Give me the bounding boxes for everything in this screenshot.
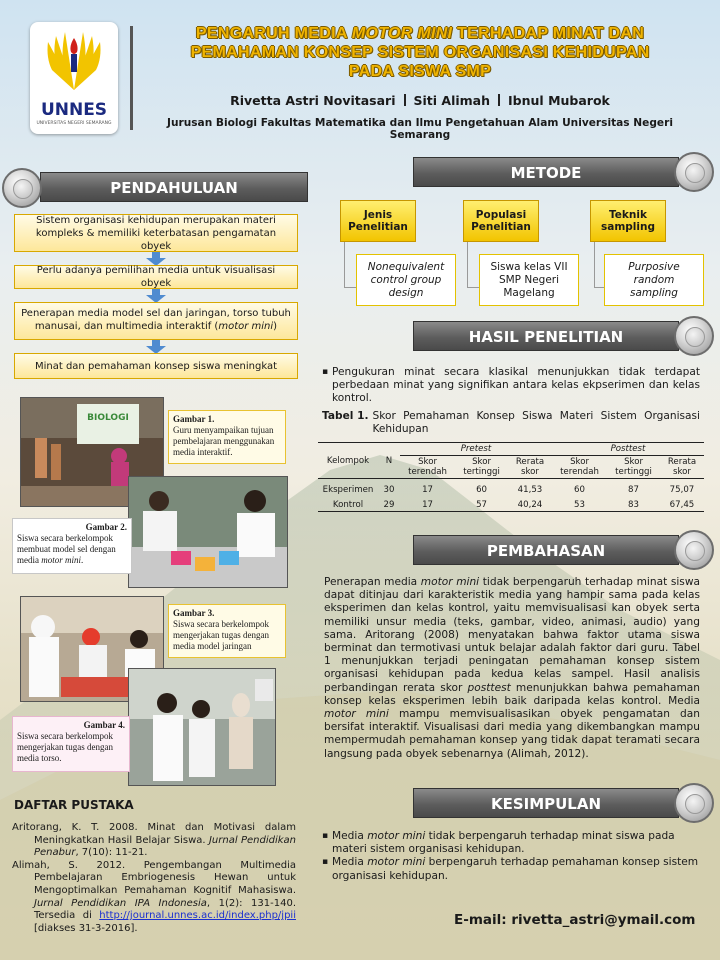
cell: Eksperimen — [322, 485, 374, 495]
caption-text: Siswa secara berkelompok mengerjakan tugas dengan media torso. — [17, 731, 113, 763]
heading-metode: METODE — [413, 157, 679, 187]
caption-italic-text: motor mini — [41, 555, 82, 565]
th-kelompok: Kelompok — [326, 455, 370, 466]
author-separator — [404, 94, 406, 106]
cell: 67,45 — [669, 500, 695, 510]
reference-2 — [12, 860, 296, 936]
cell: 17 — [422, 500, 434, 510]
body-italic-text: motor mini — [367, 856, 426, 869]
th-sub: Skor terendah — [408, 457, 447, 477]
cell: 17 — [422, 485, 434, 495]
caption-gambar-1 — [168, 410, 286, 464]
unnes-emblem-icon — [38, 28, 110, 100]
th-sub: Skor terendah — [560, 457, 599, 477]
table-caption-label: Tabel 1. — [322, 410, 369, 422]
th-sub: Rerata skor — [515, 457, 545, 477]
ref-text: , 1(2): 131-140. Tersedia di — [34, 897, 296, 922]
contact-email: E-mail: rivetta_astri@ymail.com — [454, 912, 696, 928]
score-table — [318, 442, 704, 512]
flow-box-2: Perlu adanya pemilihan media untuk visualisasi obyek — [14, 265, 298, 289]
unnes-logo — [30, 22, 118, 134]
caption-gambar-3 — [168, 604, 286, 658]
body-italic-text: posttest — [467, 681, 511, 694]
body-text: tidak berpengaruh terhadap minat siswa pada materi sistem organisasi kehidupan. — [332, 830, 675, 856]
metode-head-jenis: Jenis Penelitian — [340, 200, 416, 242]
flow-text: ) — [273, 321, 278, 332]
caption-title: Gambar 1. — [173, 414, 215, 424]
caption-title: Gambar 3. — [173, 608, 215, 618]
body-text: Penerapan media — [324, 576, 421, 588]
ref-link[interactable]: http://journal.unnes.ac.id/index.php/jpii — [99, 910, 296, 922]
caption-title: Gambar 4. — [83, 720, 125, 730]
cell: 57 — [476, 500, 488, 510]
authors — [150, 93, 690, 108]
metode-body-jenis: Nonequivalent control group design — [356, 254, 456, 306]
title-line-1 — [150, 24, 690, 43]
title-line-3: PADA SISWA SMP — [348, 63, 492, 80]
flow-italic-text: motor mini — [218, 321, 274, 332]
table-row — [318, 479, 704, 497]
photo-2 — [128, 476, 288, 588]
hasil-bullet: ▪ Pengukuran minat secara klasikal menunjukkan tidak terdapat perbedaan minat yang signifikan antara kelas ekpserimen dan kelas kontrol. — [322, 366, 700, 406]
th-n: N — [385, 455, 393, 466]
body-text: tidak berpengaruh terhadap minat siswa dapat ditinjau dari karakteristik media yang hampir sama pada kelas eksperimen dan kelas kontrol, yaitu memvisualisasi kan obyek serta memiliki unsur media (teks, gambar, video, animasi, audio) yang sama. Aritorang (2008) menyatakan bahwa faktor utama siswa berminat dan termotivasi untuk belajar adalah faktor dari guru. Tabel 1 menunjukkan terjadi peningatan pemahaman konsep sistem organisasi kehidupan pada kedua kelas sampel. Hasil analisis perbandingan rerata skor — [324, 576, 700, 694]
photo-2-image — [129, 477, 288, 588]
flow-box-1: Sistem organisasi kehidupan merupakan materi kompleks & memiliki keterbatasan pengamatan obyek — [14, 214, 298, 252]
logo-wordmark: UNNES — [40, 100, 108, 120]
heading-pembahasan: PEMBAHASAN — [413, 535, 679, 565]
title-italic-text: MOTOR MINI — [351, 25, 453, 42]
author-1: Rivetta Astri Novitasari — [230, 93, 396, 108]
caption-text: Siswa secara berkelompok mengerjakan tugas dengan media model jaringan — [173, 619, 269, 651]
arrow-down-icon — [146, 340, 166, 354]
logo-subtext: UNIVERSITAS NEGERI SEMARANG — [36, 121, 112, 126]
table-row — [318, 496, 704, 512]
cell: 40,24 — [517, 500, 543, 510]
author-2: Siti Alimah — [413, 93, 491, 108]
cell: 30 — [383, 485, 395, 495]
body-italic-text: motor mini — [420, 576, 480, 588]
section-knob — [674, 152, 714, 192]
cell: 41,53 — [517, 485, 543, 495]
cell: Kontrol — [332, 500, 364, 510]
ref-text: [diakses 31-3-2016]. — [34, 922, 138, 934]
cell: 60 — [476, 485, 488, 495]
kesimpulan-list — [322, 830, 700, 883]
body-italic-text: motor mini — [324, 708, 389, 721]
photo-4 — [128, 668, 276, 786]
metode-head-teknik: Teknik sampling — [590, 200, 666, 242]
body-text: menunjukkan bahwa pemahaman konsep kelas eksperimen lebih baik daripada kelas kontrol. Media — [324, 681, 700, 707]
section-knob — [2, 168, 42, 208]
heading-hasil: HASIL PENELITIAN — [413, 321, 679, 351]
body-italic-text: motor mini — [367, 830, 426, 842]
metode-body-populasi: Siswa kelas VII SMP Negeri Magelang — [479, 254, 579, 306]
th-sub: Skor tertinggi — [463, 457, 500, 477]
title-text: TERHADAP MINAT DAN — [452, 25, 645, 42]
cell: 83 — [628, 500, 639, 510]
title-text: PENGARUH MEDIA — [195, 25, 352, 42]
poster-title — [150, 24, 690, 81]
flow-box-3 — [14, 302, 298, 340]
title-line-2: PEMAHAMAN KONSEP SISTEM ORGANISASI KEHIDUPAN — [190, 44, 650, 61]
screen-text: BIOLOGI — [87, 413, 129, 423]
section-knob — [674, 316, 714, 356]
body-text: berpengaruh terhadap pemahaman konsep sistem organisasi kehidupan. — [332, 856, 699, 882]
caption-title: Gambar 2. — [85, 522, 127, 532]
caption-gambar-2 — [12, 518, 132, 574]
caption-text: Siswa secara berkelompok membuat model sel dengan media — [17, 533, 116, 565]
metode-body-teknik: Purposive random sampling — [604, 254, 704, 306]
cell: 60 — [574, 485, 585, 495]
author-separator — [498, 94, 500, 106]
caption-text: Guru menyampaikan tujuan pembelajaran menggunakan media interaktif. — [173, 425, 275, 457]
ref-text: Aritorang, K. T. 2008. Minat dan Motivasi dalam Meningkatkan Hasil Belajar Siswa. — [12, 822, 296, 846]
arrow-down-icon — [146, 289, 166, 303]
ref-text: Alimah, S. 2012. Pengembangan Multimedia Pembelajaran Embriogenesis Hewan untuk Mengoptimalkan Pemahaman Kognitif Mahasiswa. — [12, 859, 296, 896]
section-knob — [674, 783, 714, 823]
table-caption-text: Skor Pemahaman Konsep Siswa Materi Sistem Organisasi Kehidupan — [372, 410, 700, 435]
th-sub: Rerata skor — [667, 457, 697, 477]
ref-text: , 7(10): 11-21. — [75, 847, 148, 859]
caption-text: . — [81, 555, 84, 565]
body-text: Media — [332, 830, 368, 842]
section-knob — [674, 530, 714, 570]
th-posttest: Posttest — [552, 443, 704, 456]
affiliation: Jurusan Biologi Fakultas Matematika dan Ilmu Pengetahuan Alam Universitas Negeri Semarang — [167, 117, 673, 141]
table-caption — [322, 410, 700, 436]
kesimpulan-item-1 — [322, 830, 700, 856]
caption-gambar-4 — [12, 716, 130, 772]
kesimpulan-item-2 — [322, 856, 700, 882]
daftar-pustaka-list — [12, 822, 296, 935]
heading-pendahuluan: PENDAHULUAN — [40, 172, 308, 202]
heading-daftar-pustaka: DAFTAR PUSTAKA — [14, 798, 134, 812]
cell: 29 — [383, 500, 395, 510]
ref-journal: Jurnal Pendidikan IPA Indonesia — [34, 897, 207, 909]
body-text: Media — [332, 856, 368, 869]
th-pretest: Pretest — [400, 443, 552, 456]
ref-journal: Jurnal Pendidikan Penabur — [34, 834, 296, 859]
cell: 75,07 — [669, 485, 695, 495]
reference-1 — [12, 822, 296, 860]
author-3: Ibnul Mubarok — [508, 93, 610, 108]
pembahasan-text — [324, 576, 700, 761]
flow-box-4: Minat dan pemahaman konsep siswa meningkat — [14, 353, 298, 379]
table-header-row — [318, 443, 704, 456]
header-divider — [130, 26, 133, 130]
cell: 53 — [574, 500, 585, 510]
th-sub: Skor tertinggi — [615, 457, 652, 477]
cell: 87 — [628, 485, 639, 495]
body-text: mampu memvisualisasikan obyek pengamatan dan bersifat interaktif. Visualisasi dari media yang dikembangkan mampu mempermudah pemahaman konsep yang tidak dapat teramati secara langsung pada obyek sebenarnya (Alimah, 2012). — [324, 708, 700, 760]
heading-kesimpulan: KESIMPULAN — [413, 788, 679, 818]
metode-head-populasi: Populasi Penelitian — [463, 200, 539, 242]
photo-4-image — [129, 669, 276, 786]
flow-text: Penerapan media model sel dan jaringan, torso tubuh manusai, dan multimedia interaktif ( — [21, 308, 291, 332]
